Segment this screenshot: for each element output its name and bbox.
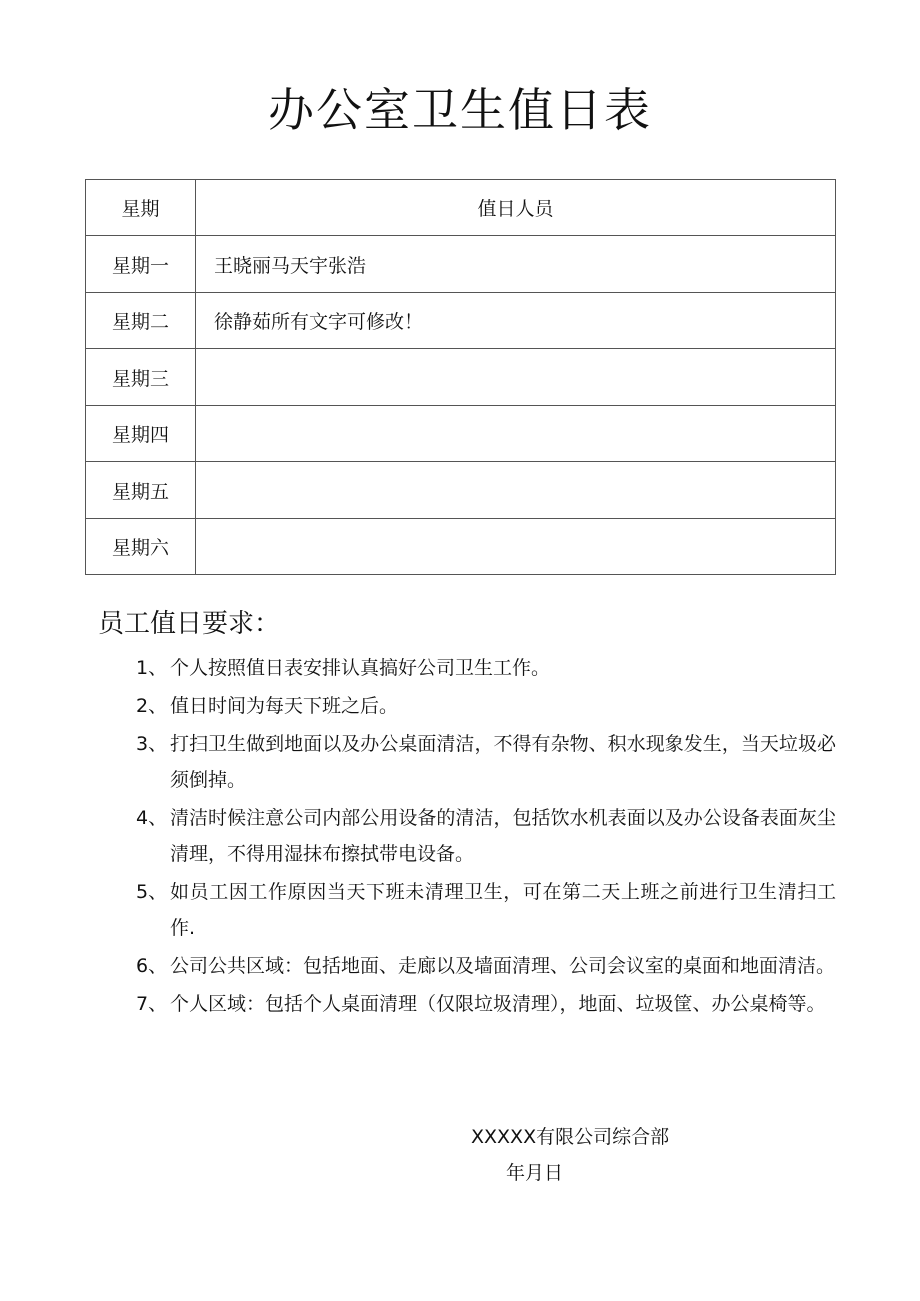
list-item	[136, 948, 836, 984]
item-number: 3、	[136, 733, 168, 755]
footer-date: 年月日	[506, 1162, 564, 1184]
item-text: 清洁时候注意公司内部公用设备的清洁，包括饮水机表面以及办公设备表面灰尘清理，不得用湿抹布擦拭带电设备。	[170, 807, 836, 865]
list-item	[136, 800, 836, 872]
day-cell: 星期六	[86, 519, 196, 575]
item-text: 如员工因工作原因当天下班未清理卫生，可在第二天上班之前进行卫生清扫工作.	[170, 881, 836, 939]
table-row	[86, 349, 836, 406]
day-cell: 星期四	[86, 406, 196, 462]
day-cell: 星期五	[86, 462, 196, 519]
table-row	[86, 462, 836, 519]
person-cell: 王晓丽马天宇张浩	[196, 236, 836, 293]
item-text: 个人区域：包括个人桌面清理（仅限垃圾清理），地面、垃圾筐、办公桌椅等。	[170, 993, 826, 1015]
person-cell: 徐静茹所有文字可修改！	[196, 293, 836, 349]
header-day: 星期	[86, 180, 196, 236]
item-number: 7、	[136, 993, 168, 1015]
person-cell	[196, 406, 836, 462]
table-header-row	[86, 180, 836, 236]
person-cell	[196, 349, 836, 406]
person-cell	[196, 462, 836, 519]
list-item	[136, 688, 836, 724]
list-item	[136, 726, 836, 798]
item-number: 5、	[136, 881, 168, 903]
list-item	[136, 986, 836, 1022]
table-row	[86, 236, 836, 293]
day-cell: 星期三	[86, 349, 196, 406]
requirements-list	[136, 650, 836, 1024]
header-person: 值日人员	[196, 180, 836, 236]
table-row	[86, 519, 836, 575]
item-text: 公司公共区域：包括地面、走廊以及墙面清理、公司会议室的桌面和地面清洁。	[170, 955, 836, 977]
item-number: 4、	[136, 807, 168, 829]
item-number: 6、	[136, 955, 168, 977]
item-text: 个人按照值日表安排认真搞好公司卫生工作。	[170, 657, 551, 679]
person-cell	[196, 519, 836, 575]
list-item	[136, 874, 836, 946]
item-text: 值日时间为每天下班之后。	[170, 695, 399, 717]
list-item	[136, 650, 836, 686]
table-row	[86, 293, 836, 349]
day-cell: 星期二	[86, 293, 196, 349]
item-text: 打扫卫生做到地面以及办公桌面清洁，不得有杂物、积水现象发生，当天垃圾必须倒掉。	[170, 733, 836, 791]
day-cell: 星期一	[86, 236, 196, 293]
duty-table	[85, 179, 836, 575]
item-number: 2、	[136, 695, 168, 717]
table-row	[86, 406, 836, 462]
item-number: 1、	[136, 657, 168, 679]
requirements-title: 员工值日要求：	[98, 609, 281, 639]
document-title: 办公室卫生值日表	[268, 83, 652, 137]
footer-organization: XXXXX有限公司综合部	[471, 1126, 670, 1148]
